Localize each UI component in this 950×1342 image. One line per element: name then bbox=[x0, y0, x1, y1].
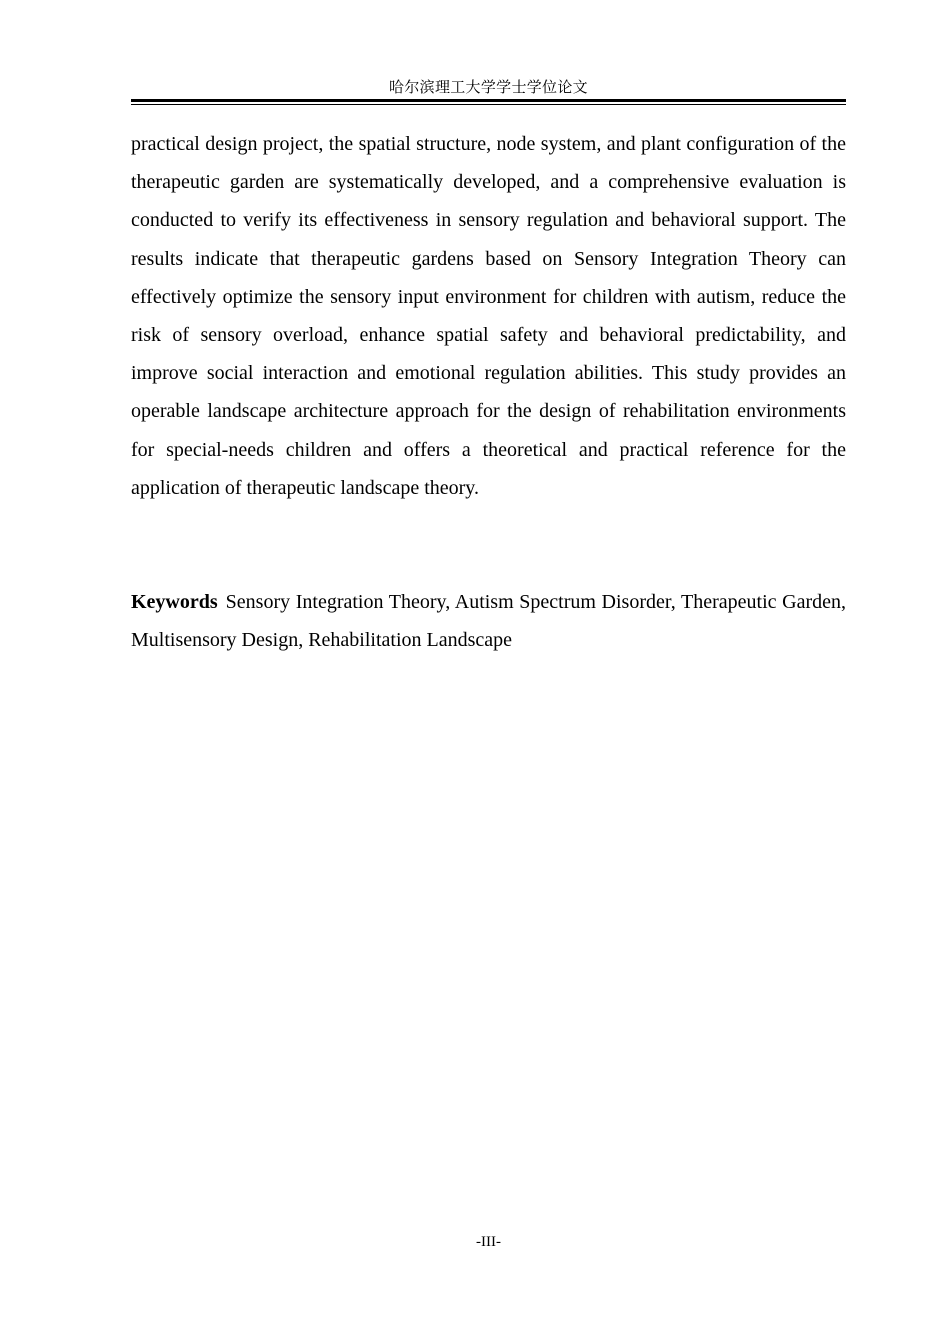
abstract-paragraph: practical design project, the spatial structure, node system, and plant configuration of the therapeutic garden are systematically developed, and a comprehensive evaluation is conducted to verify its effectiveness in sensory regulation and behavioral support. The results indicate that therapeutic gardens based on Sensory Integration Theory can effectively optimize the sensory input environment for children with autism, reduce the risk of sensory overload, enhance spatial safety and behavioral predictability, and improve social interaction and emotional regulation abilities. This study provides an operable landscape architecture approach for the design of rehabilitation environments for special-needs children and offers a theoretical and practical reference for the application of therapeutic landscape theory. bbox=[131, 133, 846, 499]
page-number: -III- bbox=[476, 1234, 501, 1250]
page-header-title: 哈尔滨理工大学学士学位论文 bbox=[389, 80, 588, 96]
keywords-label: Keywords bbox=[131, 591, 218, 613]
keywords-text: Sensory Integration Theory, Autism Spectrum Disorder, Therapeutic Garden, Multisensory Design, Rehabilitation Landscape bbox=[131, 591, 846, 652]
header-rule-thin bbox=[131, 104, 846, 105]
header-rule-thick bbox=[131, 99, 846, 102]
keywords-block bbox=[131, 583, 846, 659]
